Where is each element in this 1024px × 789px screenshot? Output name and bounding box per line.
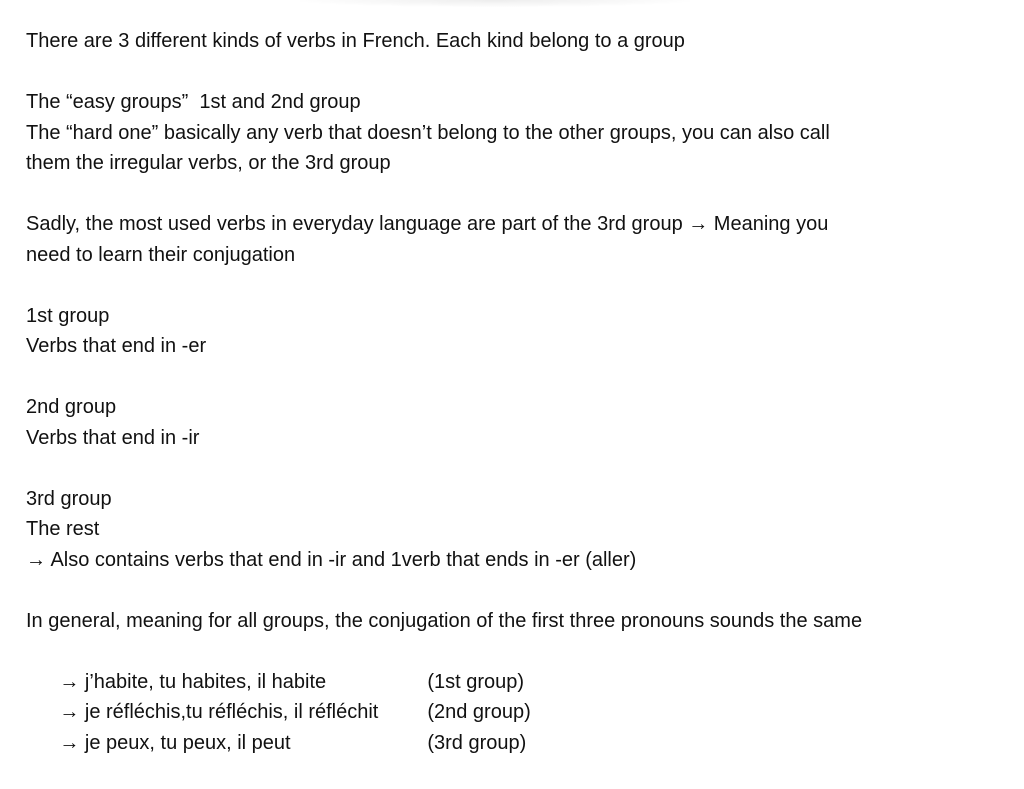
top-edge-shadow (300, 0, 690, 7)
document-page[interactable] (26, 26, 996, 758)
group-2-heading: 2nd group (26, 396, 117, 418)
most-used-paragraph (26, 209, 996, 270)
example-conjugation: → je réfléchis,tu réfléchis, il réfléchit (59, 701, 379, 723)
general-line: In general, meaning for all groups, the conjugation of the first three pronouns sounds the same (26, 609, 863, 632)
example-group-label: (3rd group) (427, 731, 527, 754)
groups-overview-paragraph (26, 87, 996, 179)
group-2-description: Verbs that end in -ir (26, 426, 200, 449)
group-3-note: → Also contains verbs that end in -ir and 1verb that ends in -er (aller) (26, 548, 637, 571)
example-group-label: (1st group) (427, 670, 525, 693)
example-conjugation: → j’habite, tu habites, il habite (59, 670, 327, 693)
example-row (26, 636, 996, 693)
group-1-description: Verbs that end in -er (26, 335, 207, 357)
hard-group-line-continued: them the irregular verbs, or the 3rd group (26, 152, 391, 174)
group-2-section (26, 392, 996, 453)
group-3-heading: 3rd group (26, 487, 112, 510)
general-section (26, 606, 996, 754)
example-conjugation: → je peux, tu peux, il peut (59, 731, 291, 754)
easy-groups-line: The “easy groups” 1st and 2nd group (26, 91, 361, 113)
example-group-label: (2nd group) (427, 701, 531, 723)
group-1-section (26, 301, 996, 362)
group-3-section (26, 484, 996, 576)
intro-line: There are 3 different kinds of verbs in French. Each kind belong to a group (26, 30, 685, 52)
group-3-description: The rest (26, 518, 100, 540)
most-used-line-continued: need to learn their conjugation (26, 243, 296, 266)
hard-group-line: The “hard one” basically any verb that doesn’t belong to the other groups, you can also call (26, 121, 830, 144)
group-1-heading: 1st group (26, 304, 110, 327)
intro-paragraph (26, 26, 996, 57)
most-used-line: Sadly, the most used verbs in everyday language are part of the 3rd group → Meaning you (26, 213, 829, 235)
